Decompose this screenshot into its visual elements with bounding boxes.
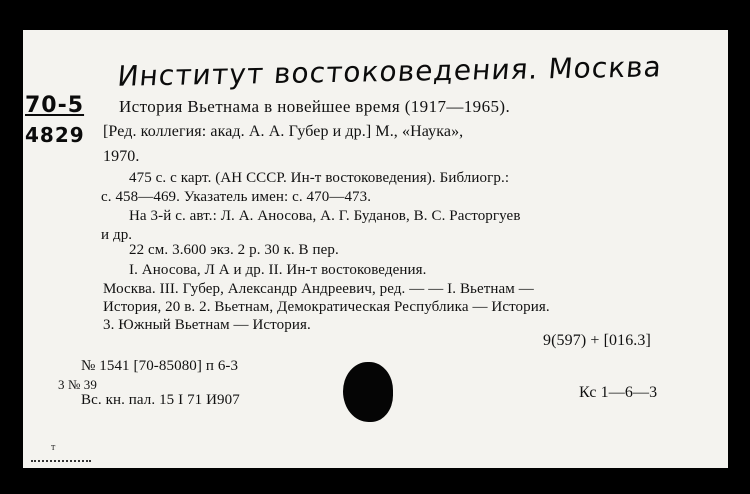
format-line: 22 см. 3.600 экз. 2 р. 30 к. В пер. xyxy=(129,242,339,258)
ink-blot xyxy=(343,362,393,422)
authors-cont: и др. xyxy=(101,227,133,243)
order-number: № 1541 [70-85080] п 6-3 xyxy=(81,358,239,374)
editors-line: [Ред. коллегия: акад. А. А. Губер и др.] М., «Наука», xyxy=(103,123,464,140)
year-line: 1970. xyxy=(103,148,140,165)
pages-line: с. 458—469. Указатель имен: с. 470—473. xyxy=(101,189,372,205)
catalog-card xyxy=(23,30,728,468)
handwritten-header: Институт востоковедения. Москва xyxy=(116,50,664,93)
classification: 9(597) + [016.3] xyxy=(543,332,651,349)
kc-line: Кс 1—6—3 xyxy=(579,384,658,401)
tracings-line-1: I. Аносова, Л А и др. II. Ин-т востоковедения. xyxy=(129,262,427,278)
tracings-line-4: 3. Южный Вьетнам — История. xyxy=(103,317,311,333)
physical-description: 475 с. с карт. (АН СССР. Ин-т востоковедения). Библиогр.: xyxy=(129,170,510,186)
handwritten-code-top: 70-5 xyxy=(25,93,85,118)
handwritten-code-bottom: 4829 xyxy=(25,123,85,147)
order-number-2: 3 № 39 xyxy=(58,377,98,392)
authors-line: На 3-й с. авт.: Л. А. Аносова, А. Г. Буданов, В. С. Расторгуев xyxy=(129,208,521,224)
issue-line: Вс. кн. пал. 15 I 71 И907 xyxy=(81,392,240,408)
pencil-mark: т xyxy=(51,442,56,453)
tracings-line-3: История, 20 в. 2. Вьетнам, Демократическая Республика — История. xyxy=(103,299,550,315)
card-title: История Вьетнама в новейшее время (1917—1965). xyxy=(119,97,511,116)
tracings-line-2: Москва. III. Губер, Александр Андреевич, ред. — — I. Вьетнам — xyxy=(103,281,534,297)
pencil-dots xyxy=(31,450,91,462)
